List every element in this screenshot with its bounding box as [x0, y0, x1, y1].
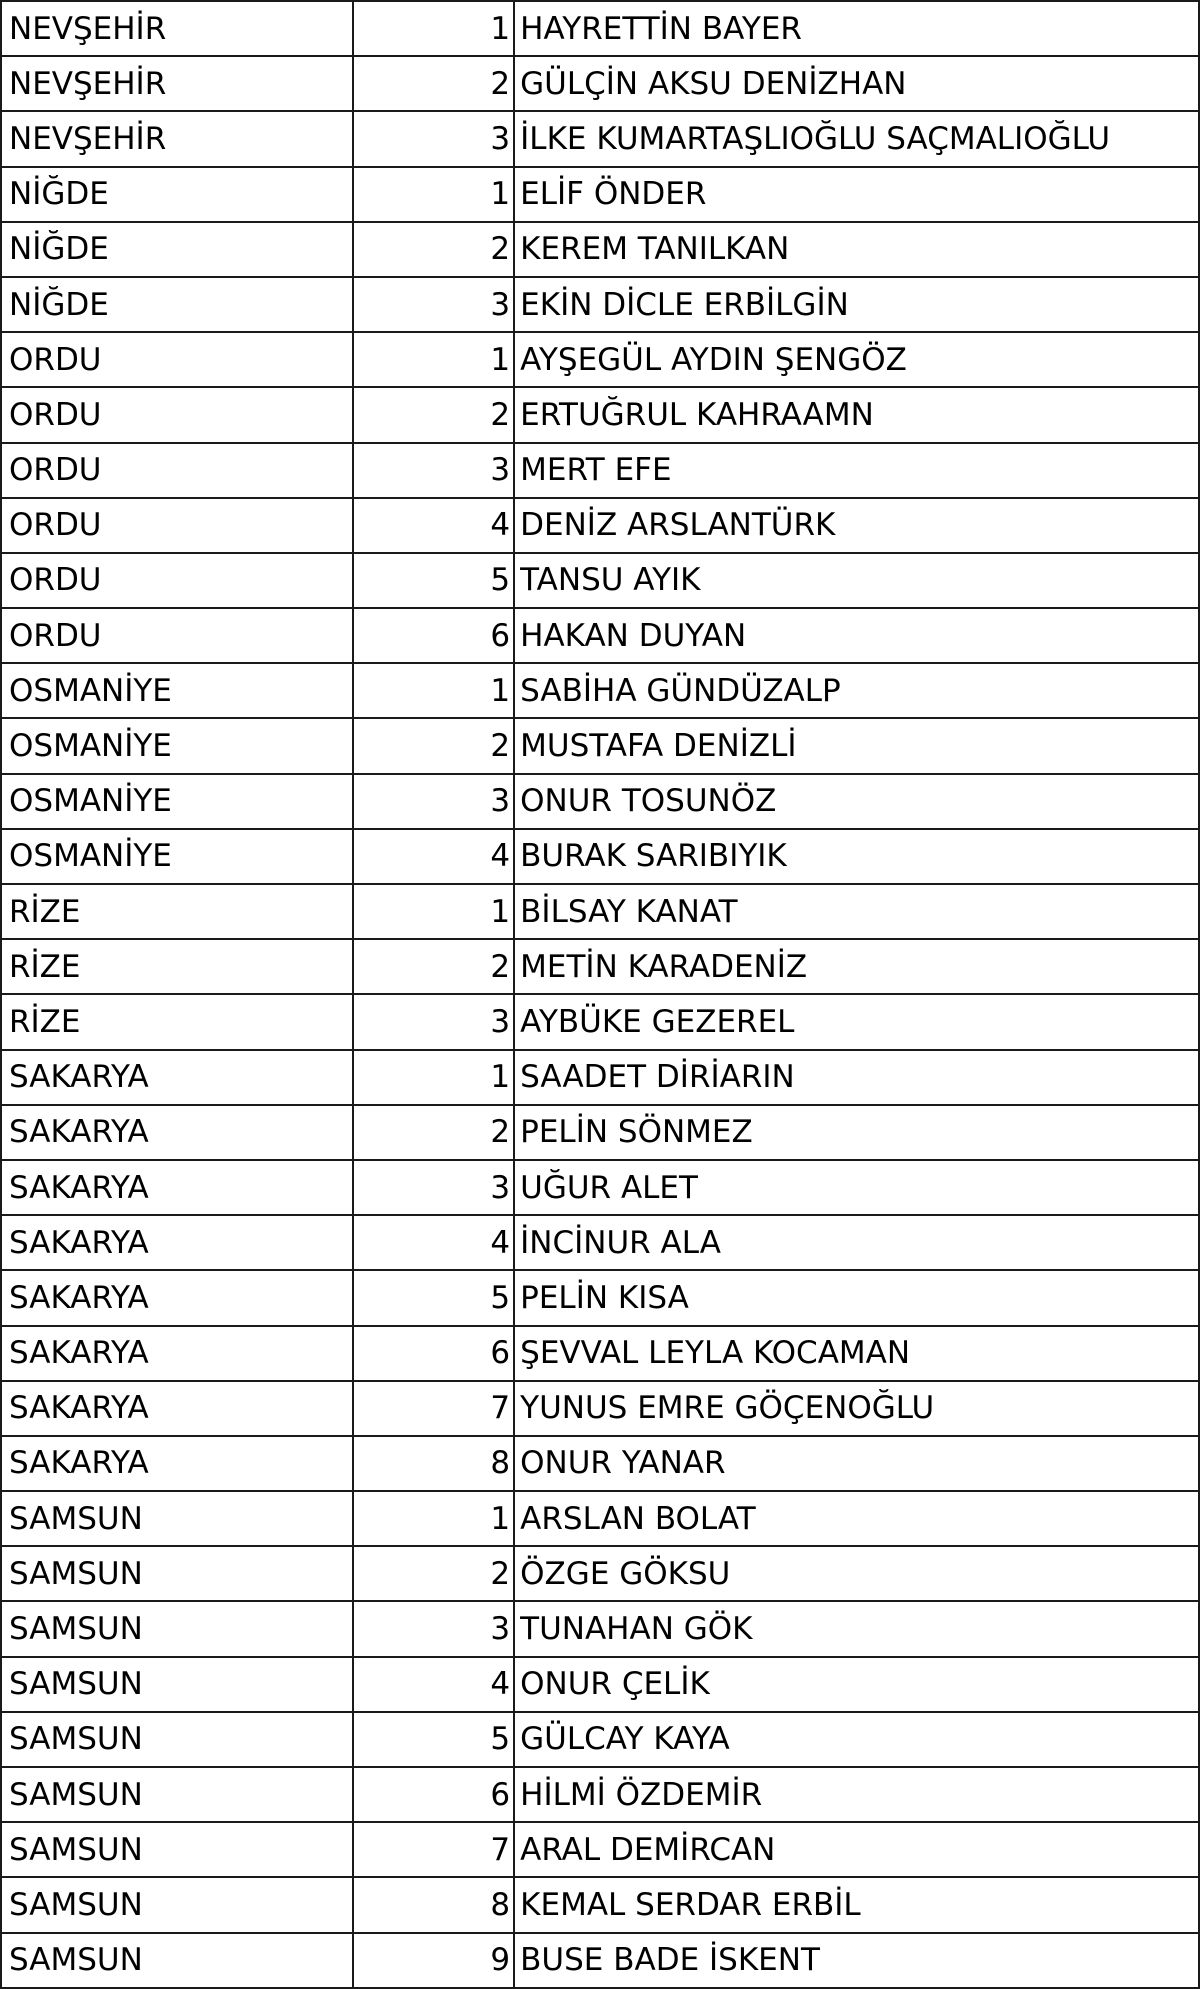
rank-cell: 5 [354, 1271, 515, 1326]
table-row [2, 223, 1200, 278]
province-cell: SAMSUN [2, 1713, 354, 1768]
rank-cell: 1 [354, 885, 515, 940]
rank-cell: 1 [354, 664, 515, 719]
province-cell: RİZE [2, 940, 354, 995]
table-row [2, 1327, 1200, 1382]
rank-cell: 6 [354, 1768, 515, 1823]
name-cell: TANSU AYIK [515, 554, 1200, 609]
province-cell: SAMSUN [2, 1878, 354, 1933]
name-cell: AYŞEGÜL AYDIN ŞENGÖZ [515, 333, 1200, 388]
rank-cell: 6 [354, 1327, 515, 1382]
province-cell: RİZE [2, 995, 354, 1050]
province-cell: SAKARYA [2, 1271, 354, 1326]
name-cell: BİLSAY KANAT [515, 885, 1200, 940]
name-cell: ÖZGE GÖKSU [515, 1547, 1200, 1602]
province-cell: ORDU [2, 609, 354, 664]
name-cell: YUNUS EMRE GÖÇENOĞLU [515, 1382, 1200, 1437]
table-row [2, 1382, 1200, 1437]
name-cell: ŞEVVAL LEYLA KOCAMAN [515, 1327, 1200, 1382]
province-cell: NİĞDE [2, 223, 354, 278]
name-cell: AYBÜKE GEZEREL [515, 995, 1200, 1050]
table-row [2, 1161, 1200, 1216]
rank-cell: 3 [354, 775, 515, 830]
province-cell: ORDU [2, 444, 354, 499]
province-cell: SAMSUN [2, 1823, 354, 1878]
rank-cell: 1 [354, 333, 515, 388]
name-cell: MERT EFE [515, 444, 1200, 499]
province-cell: SAKARYA [2, 1106, 354, 1161]
name-cell: İLKE KUMARTAŞLIOĞLU SAÇMALIOĞLU [515, 112, 1200, 167]
rank-cell: 6 [354, 609, 515, 664]
table-row [2, 1271, 1200, 1326]
province-cell: ORDU [2, 333, 354, 388]
table-row [2, 444, 1200, 499]
province-cell: RİZE [2, 885, 354, 940]
province-cell: ORDU [2, 499, 354, 554]
province-cell: SAKARYA [2, 1216, 354, 1271]
rank-cell: 2 [354, 388, 515, 443]
name-cell: ELİF ÖNDER [515, 168, 1200, 223]
table-row [2, 719, 1200, 774]
rank-cell: 3 [354, 444, 515, 499]
province-cell: SAMSUN [2, 1492, 354, 1547]
province-cell: NEVŞEHİR [2, 57, 354, 112]
name-cell: ONUR YANAR [515, 1437, 1200, 1492]
name-cell: GÜLCAY KAYA [515, 1713, 1200, 1768]
table-row [2, 1437, 1200, 1492]
rank-cell: 2 [354, 940, 515, 995]
name-cell: SABİHA GÜNDÜZALP [515, 664, 1200, 719]
table-row [2, 333, 1200, 388]
table-row [2, 278, 1200, 333]
name-cell: HİLMİ ÖZDEMİR [515, 1768, 1200, 1823]
rank-cell: 2 [354, 57, 515, 112]
table-row [2, 830, 1200, 885]
name-cell: ERTUĞRUL KAHRAAMN [515, 388, 1200, 443]
name-cell: METİN KARADENİZ [515, 940, 1200, 995]
table-row [2, 940, 1200, 995]
province-cell: OSMANİYE [2, 775, 354, 830]
rank-cell: 2 [354, 1106, 515, 1161]
table-row [2, 1713, 1200, 1768]
table-row [2, 995, 1200, 1050]
province-cell: SAMSUN [2, 1602, 354, 1657]
province-cell: NEVŞEHİR [2, 112, 354, 167]
table-row [2, 1823, 1200, 1878]
name-cell: KEMAL SERDAR ERBİL [515, 1878, 1200, 1933]
name-cell: DENİZ ARSLANTÜRK [515, 499, 1200, 554]
name-cell: MUSTAFA DENİZLİ [515, 719, 1200, 774]
rank-cell: 8 [354, 1437, 515, 1492]
table-row [2, 885, 1200, 940]
rank-cell: 1 [354, 1051, 515, 1106]
name-cell: ONUR TOSUNÖZ [515, 775, 1200, 830]
rank-cell: 3 [354, 278, 515, 333]
table-row [2, 775, 1200, 830]
province-cell: ORDU [2, 554, 354, 609]
name-cell: SAADET DİRİARIN [515, 1051, 1200, 1106]
rank-cell: 1 [354, 2, 515, 57]
rank-cell: 3 [354, 112, 515, 167]
name-cell: ARSLAN BOLAT [515, 1492, 1200, 1547]
province-cell: SAKARYA [2, 1327, 354, 1382]
rank-cell: 4 [354, 499, 515, 554]
table-row [2, 1658, 1200, 1713]
table-row [2, 664, 1200, 719]
table-row [2, 1051, 1200, 1106]
province-cell: SAMSUN [2, 1768, 354, 1823]
rank-cell: 9 [354, 1934, 515, 1989]
table-row [2, 1492, 1200, 1547]
table-row [2, 2, 1200, 57]
table-row [2, 57, 1200, 112]
province-cell: SAKARYA [2, 1161, 354, 1216]
name-cell: BUSE BADE İSKENT [515, 1934, 1200, 1989]
name-cell: HAYRETTİN BAYER [515, 2, 1200, 57]
name-cell: HAKAN DUYAN [515, 609, 1200, 664]
name-cell: PELİN KISA [515, 1271, 1200, 1326]
rank-cell: 7 [354, 1823, 515, 1878]
rank-cell: 4 [354, 830, 515, 885]
rank-cell: 2 [354, 223, 515, 278]
table-row [2, 609, 1200, 664]
name-cell: KEREM TANILKAN [515, 223, 1200, 278]
table-row [2, 499, 1200, 554]
table-row [2, 388, 1200, 443]
rank-cell: 4 [354, 1658, 515, 1713]
rank-cell: 3 [354, 1602, 515, 1657]
table-row [2, 1768, 1200, 1823]
table-row [2, 1602, 1200, 1657]
province-cell: ORDU [2, 388, 354, 443]
name-cell: ARAL DEMİRCAN [515, 1823, 1200, 1878]
rank-cell: 8 [354, 1878, 515, 1933]
table-row [2, 1547, 1200, 1602]
province-cell: OSMANİYE [2, 719, 354, 774]
province-cell: SAMSUN [2, 1934, 354, 1989]
rank-cell: 1 [354, 168, 515, 223]
table-row [2, 1934, 1200, 1989]
province-cell: SAKARYA [2, 1051, 354, 1106]
name-cell: PELİN SÖNMEZ [515, 1106, 1200, 1161]
province-cell: SAMSUN [2, 1547, 354, 1602]
name-cell: BURAK SARIBIYIK [515, 830, 1200, 885]
name-cell: İNCİNUR ALA [515, 1216, 1200, 1271]
province-cell: SAKARYA [2, 1437, 354, 1492]
province-cell: NİĞDE [2, 168, 354, 223]
rank-cell: 7 [354, 1382, 515, 1437]
rank-cell: 5 [354, 1713, 515, 1768]
rank-cell: 4 [354, 1216, 515, 1271]
table-row [2, 1216, 1200, 1271]
rank-cell: 5 [354, 554, 515, 609]
rank-cell: 3 [354, 1161, 515, 1216]
rank-cell: 3 [354, 995, 515, 1050]
province-cell: OSMANİYE [2, 830, 354, 885]
name-cell: ONUR ÇELİK [515, 1658, 1200, 1713]
name-cell: TUNAHAN GÖK [515, 1602, 1200, 1657]
name-cell: UĞUR ALET [515, 1161, 1200, 1216]
table-row [2, 554, 1200, 609]
province-cell: NİĞDE [2, 278, 354, 333]
name-cell: EKİN DİCLE ERBİLGİN [515, 278, 1200, 333]
table-row [2, 112, 1200, 167]
province-cell: OSMANİYE [2, 664, 354, 719]
table-row [2, 1878, 1200, 1933]
table-row [2, 168, 1200, 223]
rank-cell: 1 [354, 1492, 515, 1547]
table-row [2, 1106, 1200, 1161]
name-cell: GÜLÇİN AKSU DENİZHAN [515, 57, 1200, 112]
province-cell: NEVŞEHİR [2, 2, 354, 57]
province-cell: SAMSUN [2, 1658, 354, 1713]
province-cell: SAKARYA [2, 1382, 354, 1437]
rank-cell: 2 [354, 1547, 515, 1602]
rank-cell: 2 [354, 719, 515, 774]
